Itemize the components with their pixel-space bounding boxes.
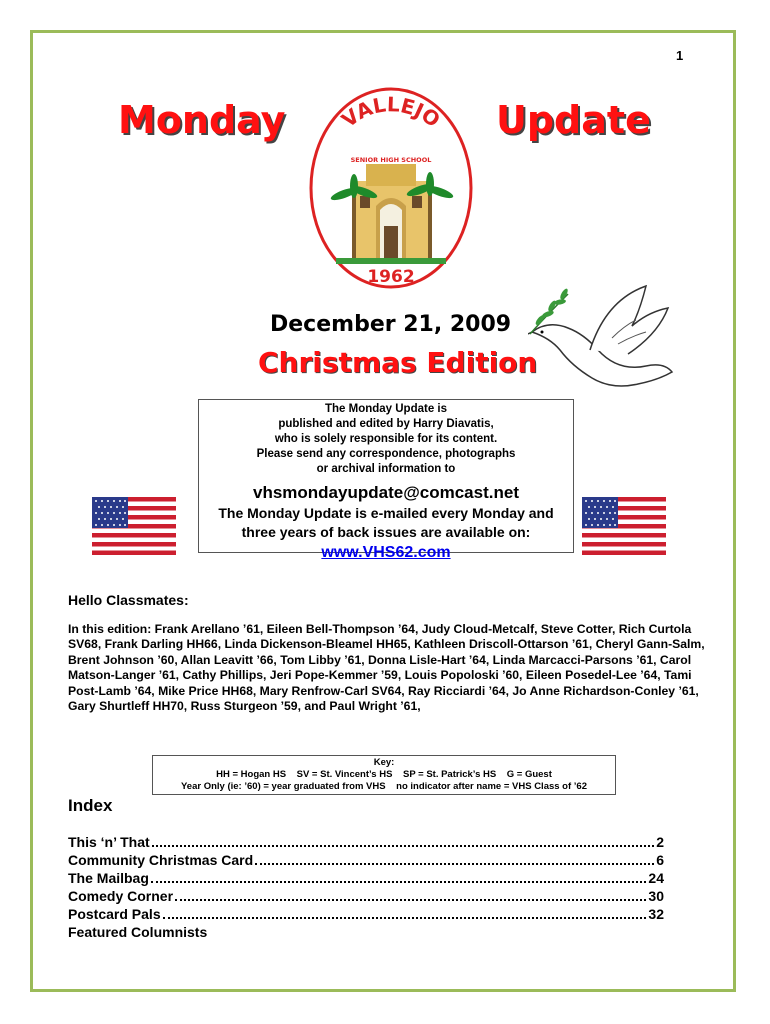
edition-title: Christmas Edition (258, 346, 538, 379)
vallejo-logo (308, 86, 474, 290)
index-item[interactable]: Featured Columnists (68, 924, 208, 940)
title-monday: Monday (118, 98, 286, 142)
index-item[interactable]: Community Christmas Card 6 (68, 852, 664, 868)
key-line-1: HH = Hogan HS SV = St. Vincent’s HS SP = St. Patrick’s HS G = Guest (216, 769, 552, 780)
page-number: 1 (676, 48, 684, 63)
info-box (198, 399, 574, 561)
issue-date: December 21, 2009 (270, 312, 512, 337)
logo-year: 1962 (367, 267, 415, 287)
key-line-2: Year Only (ie: ’60) = year graduated from VHS no indicator after name = VHS Class of ’62 (181, 781, 587, 792)
edition-contributors: In this edition: Frank Arellano ’61, Eileen Bell-Thompson ’64, Judy Cloud-Metcalf, Steve Cotter, Rich Curtola SV68, Frank Darling HH66, Linda Dickenson-Bleamel HH65, Kathleen Driscoll-Ottarson ’61, Cheryl Gann-Salm, Brent Johnson ’60, Allan Leavitt ’66, Tom Libby ’61, Donna Lisle-Hart ’64, Linda Marcacci-Parsons ’61, Carol Matson-Langer ’61, Cathy Phillips, Jeri Pope-Kemmer ’59, Louis Popoloski ’60, Eileen Posedel-Lee ’64, Tami Post-Lamb ’64, Mike Price HH68, Mary Renfrow-Carl SV64, Ray Ricciardi ’64, Jo Anne Richardson-Conley ’61, Gary Shurtleff HH70, Russ Sturgeon ’59, and Paul Wright ’61, (68, 622, 705, 714)
index-heading: Index (68, 796, 113, 815)
contact-email[interactable]: vhsmondayupdate@comcast.net (253, 483, 519, 502)
key-title: Key: (373, 757, 395, 768)
index-item[interactable]: Postcard Pals 32 (68, 906, 664, 922)
index-item[interactable]: Comedy Corner 30 (68, 888, 664, 904)
website-link[interactable]: www.VHS62.com (321, 544, 451, 561)
logo-inner-text: SENIOR HIGH SCHOOL (350, 156, 432, 164)
logo-arc-text: VALLEJO (336, 92, 445, 133)
us-flag-icon (582, 497, 666, 555)
index-item[interactable]: The Mailbag 24 (68, 870, 664, 886)
dove-icon (528, 280, 676, 398)
index-item[interactable]: This ‘n’ That 2 (68, 834, 664, 850)
title-update: Update (496, 98, 651, 142)
key-box (152, 755, 616, 795)
greeting: Hello Classmates: (68, 592, 189, 608)
index-list (68, 834, 664, 942)
info-mid-text: The Monday Update is e-mailed every Monday and three years of back issues are available on: (218, 505, 554, 540)
info-lines: The Monday Update is published and edited by Harry Diavatis, who is solely responsible for its content. Please send any correspondence, photographs or archival information to (256, 403, 516, 475)
us-flag-icon (92, 497, 176, 555)
